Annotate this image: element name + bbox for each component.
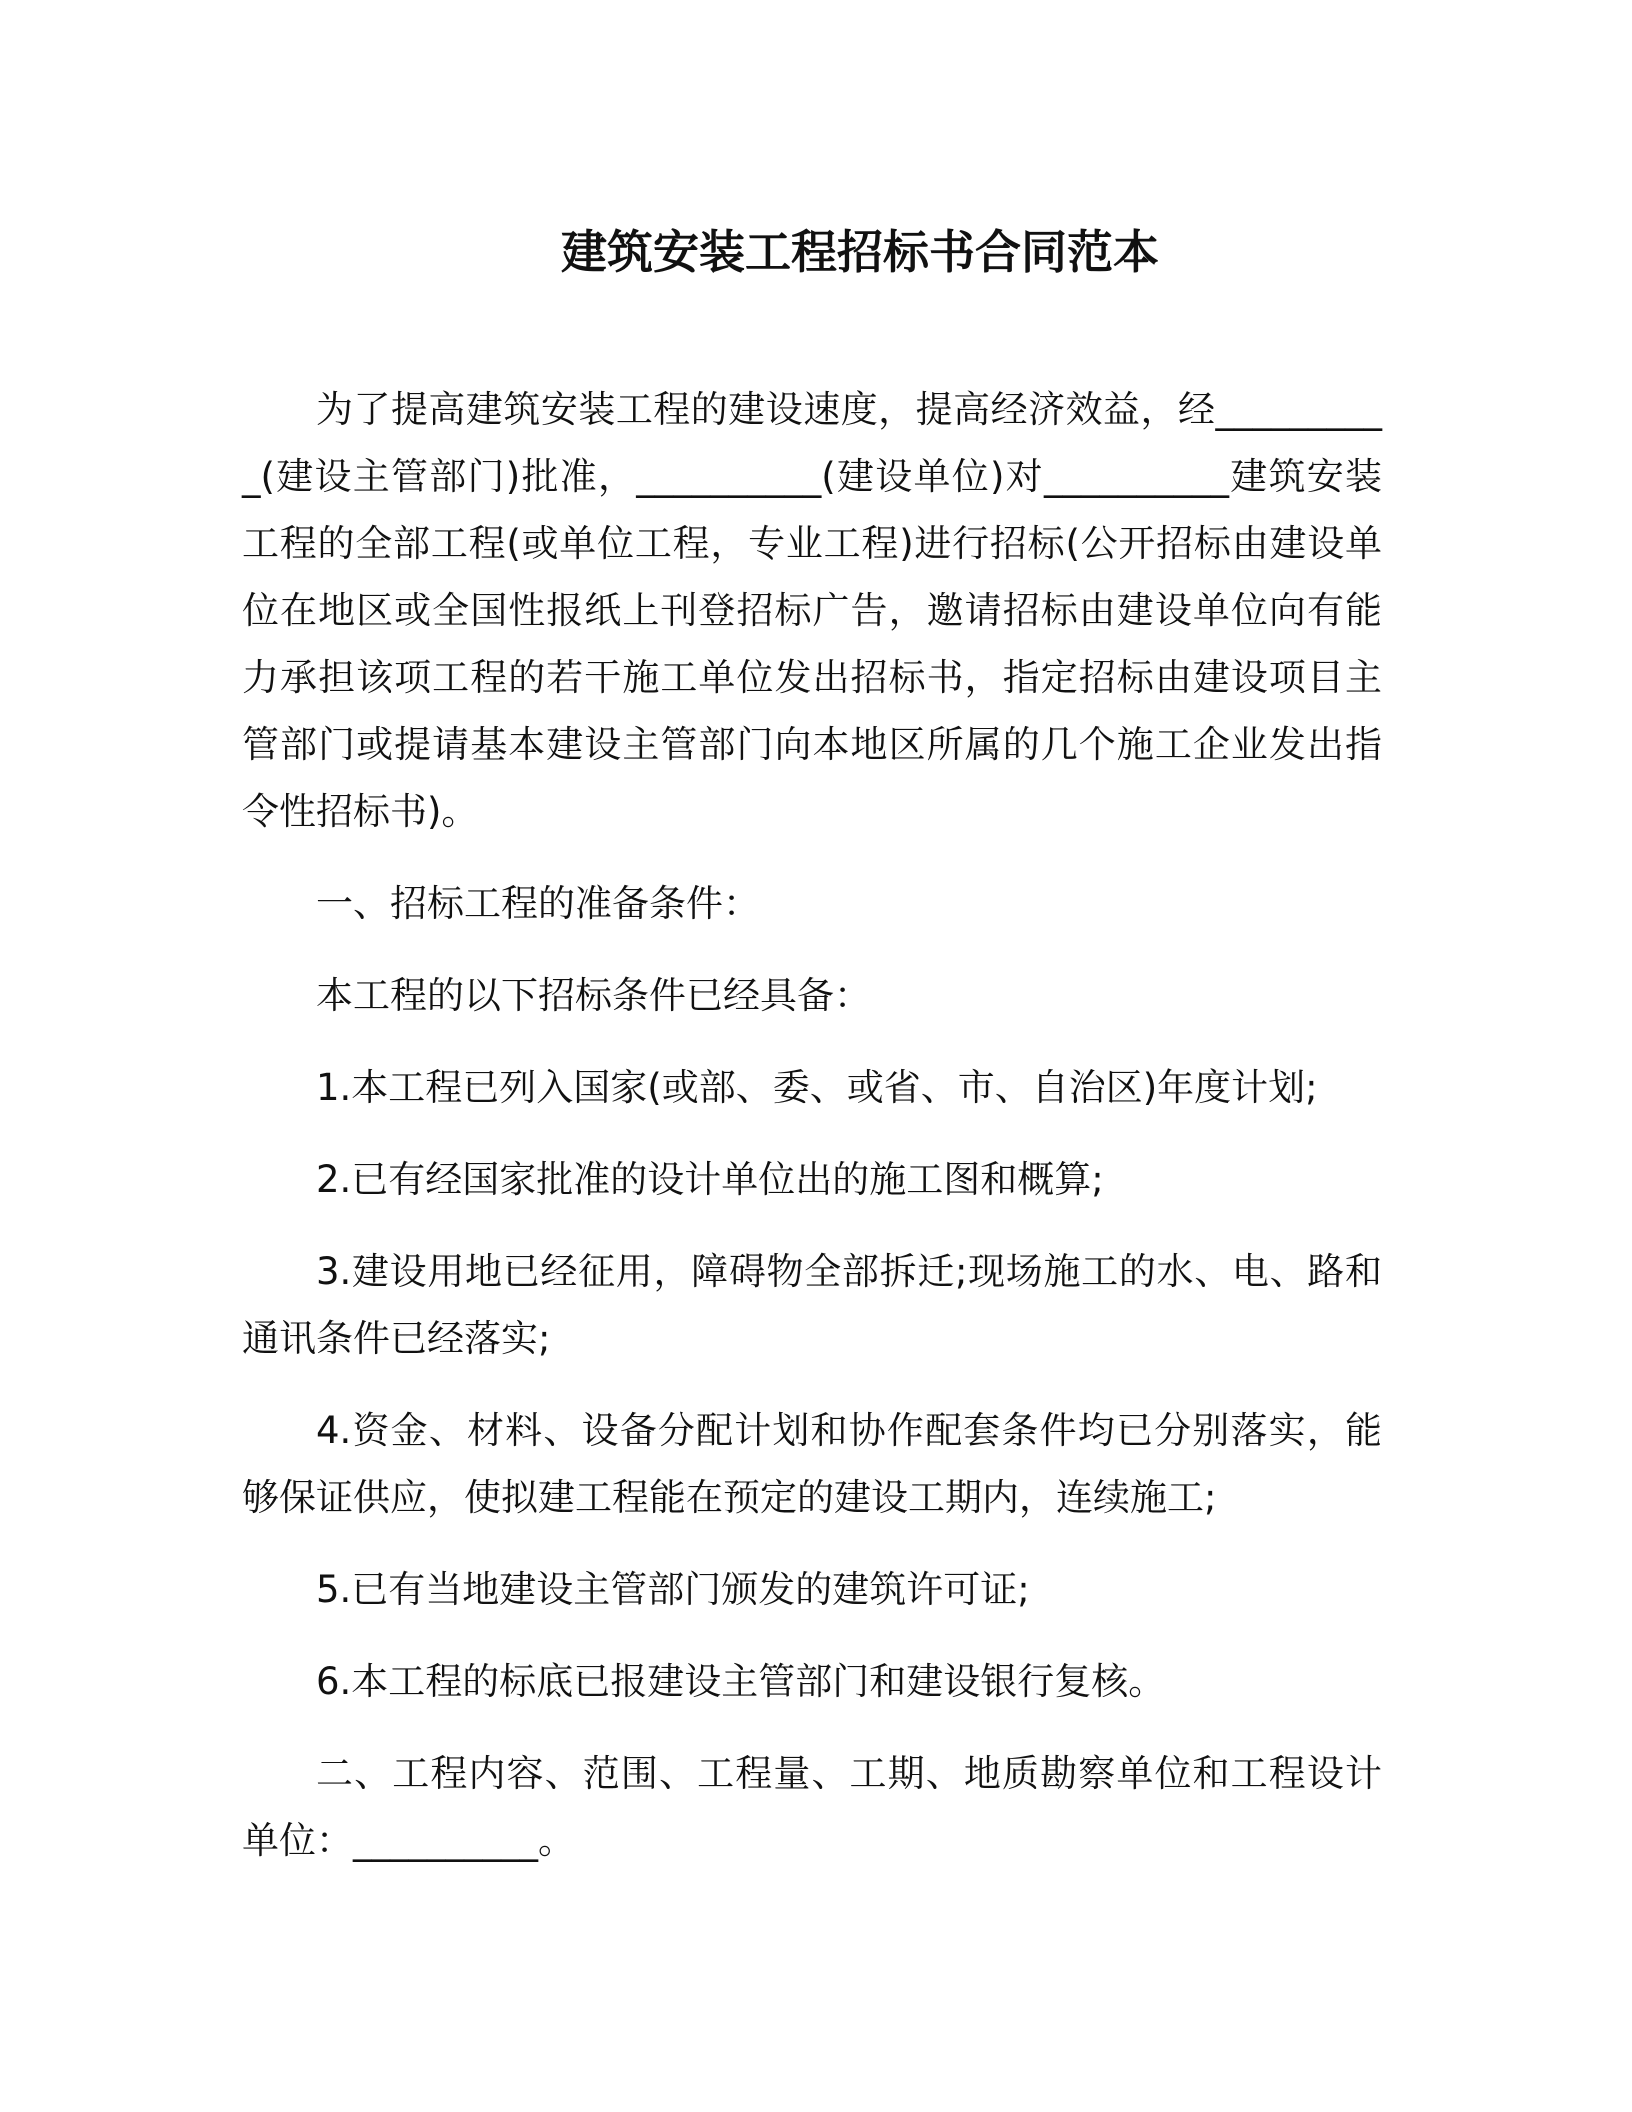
section-heading-1: 一、招标工程的准备条件： [316, 882, 760, 925]
document-title: 建筑安装工程招标书合同范本 [561, 225, 1159, 279]
condition-item-6: 6.本工程的标底已报建设主管部门和建设银行复核。 [316, 1660, 1166, 1703]
conditions-intro: 本工程的以下招标条件已经具备： [316, 974, 871, 1017]
condition-item-2: 2.已有经国家批准的设计单位出的施工图和概算; [316, 1158, 1104, 1201]
document-body [242, 376, 1382, 1899]
intro-paragraph: 为了提高建筑安装工程的建设速度，提高经济效益，经__________(建设主管部门)批准，__________(建设单位)对__________建筑安装工程的全部工程(或单位工程，专业工程)进行招标(公开招标由建设单位在地区或全国性报纸上刊登招标广告，邀请招标由建设单位向有能力承担该项工程的若干施工单位发出招标书，指定招标由建设项目主管部门或提请基本建设主管部门向本地区所属的几个施工企业发出指令性招标书)。 [242, 388, 1382, 833]
section-heading-2: 二、工程内容、范围、工程量、工期、地质勘察单位和工程设计单位：__________。 [242, 1752, 1382, 1862]
condition-item-1: 1.本工程已列入国家(或部、委、或省、市、自治区)年度计划; [316, 1066, 1318, 1109]
condition-item-5: 5.已有当地建设主管部门颁发的建筑许可证; [316, 1568, 1030, 1611]
condition-item-4: 4.资金、材料、设备分配计划和协作配套条件均已分别落实，能够保证供应，使拟建工程能在预定的建设工期内，连续施工; [242, 1409, 1382, 1519]
condition-item-3: 3.建设用地已经征用，障碍物全部拆迁;现场施工的水、电、路和通讯条件已经落实; [242, 1250, 1382, 1360]
